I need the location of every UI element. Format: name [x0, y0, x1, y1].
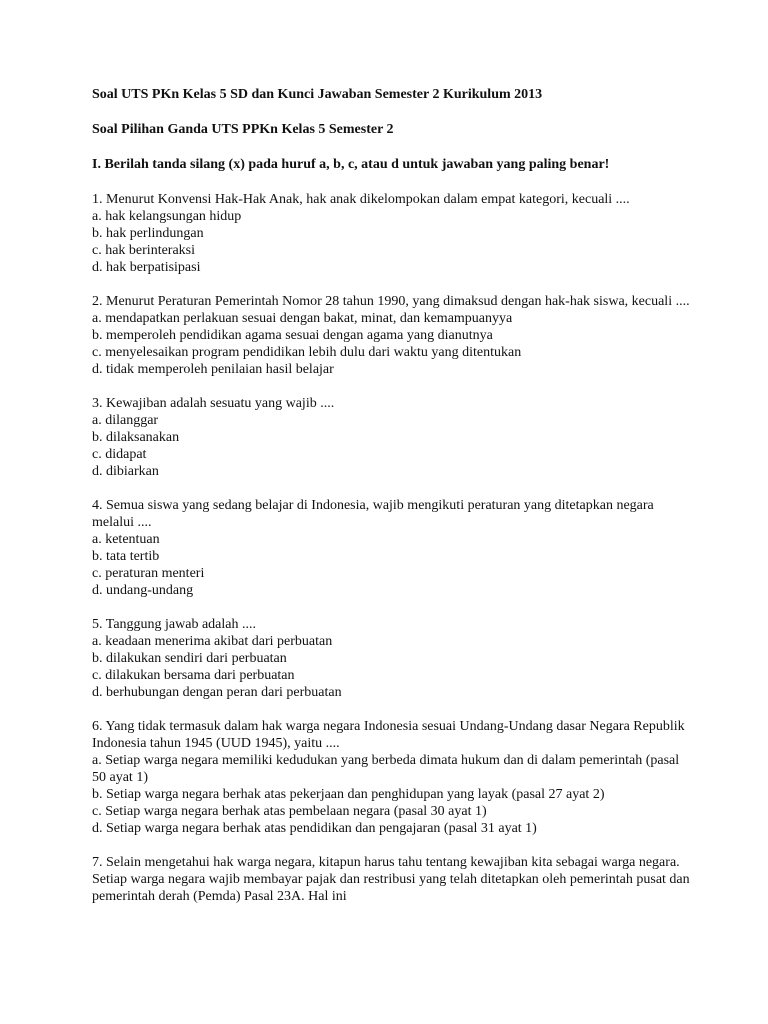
answer-option: a. keadaan menerima akibat dari perbuatan [92, 634, 333, 649]
answer-option: d. hak berpatisipasi [92, 260, 201, 275]
option-list [92, 412, 692, 480]
answer-option: a. dilanggar [92, 413, 159, 428]
answer-option: c. peraturan menteri [92, 566, 205, 581]
answer-option: d. undang-undang [92, 583, 194, 598]
answer-option: b. Setiap warga negara berhak atas pekerjaan dan penghidupan yang layak (pasal 27 ayat 2) [92, 787, 605, 802]
question-block [92, 497, 692, 599]
question-text: 3. Kewajiban adalah sesuatu yang wajib .... [92, 396, 335, 411]
document-title: Soal UTS PKn Kelas 5 SD dan Kunci Jawaban Semester 2 Kurikulum 2013 [92, 87, 543, 102]
answer-option: a. ketentuan [92, 532, 160, 547]
document-subtitle: Soal Pilihan Ganda UTS PPKn Kelas 5 Semester 2 [92, 122, 394, 137]
answer-option: c. didapat [92, 447, 147, 462]
answer-option: b. dilaksanakan [92, 430, 180, 445]
question-text: 6. Yang tidak termasuk dalam hak warga negara Indonesia sesuai Undang-Undang dasar Negara Republik Indonesia tahun 1945 (UUD 1945), yaitu .... [92, 719, 685, 751]
option-list [92, 633, 692, 701]
question-list [92, 191, 692, 837]
answer-option: c. dilakukan bersama dari perbuatan [92, 668, 295, 683]
answer-option: b. memperoleh pendidikan agama sesuai dengan agama yang dianutnya [92, 328, 493, 343]
answer-option: a. Setiap warga negara memiliki kedudukan yang berbeda dimata hukum dan di dalam pemerintah (pasal 50 ayat 1) [92, 753, 680, 785]
question-text: 2. Menurut Peraturan Pemerintah Nomor 28 tahun 1990, yang dimaksud dengan hak-hak siswa, kecuali .... [92, 294, 690, 309]
question-text: 1. Menurut Konvensi Hak-Hak Anak, hak anak dikelompokan dalam empat kategori, kecuali .... [92, 192, 630, 207]
answer-option: d. berhubungan dengan peran dari perbuatan [92, 685, 342, 700]
answer-option: d. Setiap warga negara berhak atas pendidikan dan pengajaran (pasal 31 ayat 1) [92, 821, 537, 836]
answer-option: b. hak perlindungan [92, 226, 204, 241]
option-list [92, 531, 692, 599]
question-text: 4. Semua siswa yang sedang belajar di Indonesia, wajib mengikuti peraturan yang ditetapkan negara melalui .... [92, 498, 654, 530]
answer-option: b. dilakukan sendiri dari perbuatan [92, 651, 287, 666]
option-list [92, 208, 692, 276]
option-list [92, 752, 692, 837]
question-block [92, 293, 692, 378]
answer-option: a. mendapatkan perlakuan sesuai dengan bakat, minat, dan kemampuanyya [92, 311, 513, 326]
question-block [92, 616, 692, 701]
document-page [92, 86, 692, 905]
instruction-text: I. Berilah tanda silang (x) pada huruf a, b, c, atau d untuk jawaban yang paling benar! [92, 157, 610, 172]
answer-option: c. Setiap warga negara berhak atas pembelaan negara (pasal 30 ayat 1) [92, 804, 487, 819]
question-block [92, 395, 692, 480]
answer-option: b. tata tertib [92, 549, 160, 564]
answer-option: d. dibiarkan [92, 464, 159, 479]
answer-option: d. tidak memperoleh penilaian hasil belajar [92, 362, 334, 377]
question-block [92, 718, 692, 837]
answer-option: a. hak kelangsungan hidup [92, 209, 242, 224]
question-block [92, 191, 692, 276]
option-list [92, 310, 692, 378]
answer-option: c. hak berinteraksi [92, 243, 196, 258]
question-7-text: 7. Selain mengetahui hak warga negara, kitapun harus tahu tentang kewajiban kita sebagai warga negara. Setiap warga negara wajib membayar pajak dan restribusi yang telah ditetapkan oleh pemerintah pusat dan pemerintah derah (Pemda) Pasal 23A. Hal ini [92, 855, 690, 904]
answer-option: c. menyelesaikan program pendidikan lebih dulu dari waktu yang ditentukan [92, 345, 522, 360]
question-text: 5. Tanggung jawab adalah .... [92, 617, 256, 632]
